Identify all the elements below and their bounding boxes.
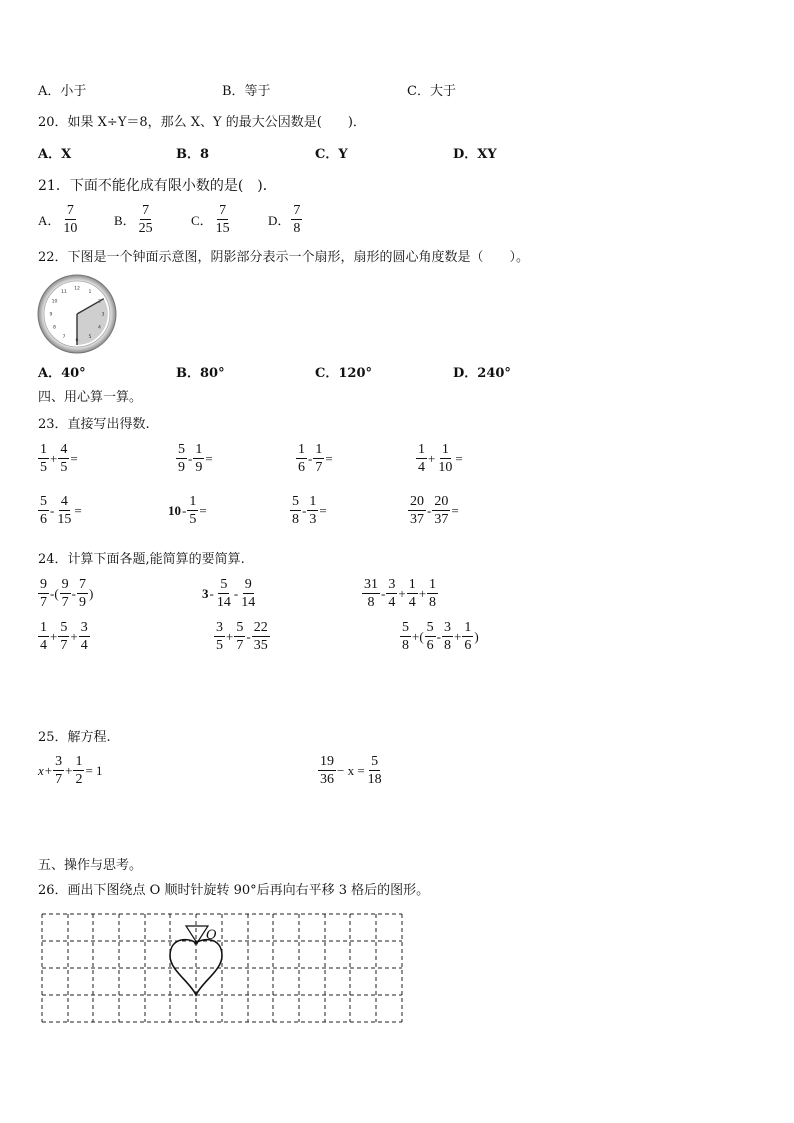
q22-option-c: C．120° bbox=[315, 366, 372, 381]
operator: -( bbox=[50, 585, 59, 601]
operator: +( bbox=[412, 628, 424, 644]
fraction bbox=[407, 577, 418, 610]
fraction bbox=[176, 442, 187, 475]
operator: ) bbox=[474, 628, 479, 644]
denominator: 5 bbox=[189, 512, 197, 527]
q20-option-b: B．8 bbox=[176, 147, 210, 162]
operator: = bbox=[70, 450, 78, 466]
q23-item-3 bbox=[296, 442, 333, 475]
q24-stem: 24．计算下面各题,能简算的要简算. bbox=[38, 552, 245, 567]
numerator: 20 bbox=[410, 494, 424, 509]
numerator: 4 bbox=[60, 442, 68, 457]
denominator: 6 bbox=[426, 638, 434, 653]
fraction bbox=[432, 494, 450, 527]
operator: - bbox=[233, 585, 239, 601]
q23-item-7 bbox=[290, 494, 327, 527]
q21-option-b bbox=[114, 203, 155, 236]
numerator: 20 bbox=[434, 494, 449, 509]
fraction bbox=[313, 442, 324, 475]
denominator: 7 bbox=[61, 595, 69, 610]
numerator: 5 bbox=[178, 442, 185, 457]
clock-diagram bbox=[37, 274, 117, 354]
numerator: 1 bbox=[441, 442, 449, 457]
fraction bbox=[425, 620, 436, 653]
numerator: 22 bbox=[253, 620, 268, 635]
q22-stem: 22．下图是一个钟面示意图，阴影部分表示一个扇形，扇形的圆心角度数是（ ）。 bbox=[38, 250, 530, 265]
option-letter: B． bbox=[114, 213, 136, 228]
clock-number: 4 bbox=[98, 325, 101, 331]
q20-stem: 20．如果 X÷Y＝8，那么 X、Y 的最大公因数是( )． bbox=[38, 115, 366, 130]
clock-number: 5 bbox=[88, 335, 92, 341]
fraction bbox=[290, 494, 301, 527]
fraction bbox=[58, 442, 69, 475]
q25-equation-2 bbox=[318, 754, 384, 787]
q19-option-a: A．小于 bbox=[38, 84, 87, 99]
numerator: 5 bbox=[371, 754, 379, 769]
section-5-heading: 五、操作与思考。 bbox=[38, 858, 143, 873]
denominator: 8 bbox=[444, 638, 452, 653]
numerator: 1 bbox=[75, 754, 83, 769]
q22-option-a: A．40° bbox=[38, 366, 86, 381]
fraction bbox=[73, 754, 84, 787]
fraction bbox=[442, 620, 453, 653]
clock-number: 10 bbox=[51, 299, 58, 305]
numerator: 5 bbox=[220, 577, 228, 592]
denominator: 8 bbox=[293, 221, 301, 236]
operator: = bbox=[319, 502, 327, 518]
fraction bbox=[38, 577, 49, 610]
operator: - bbox=[209, 585, 214, 601]
section-4-heading: 四、用心算一算。 bbox=[38, 390, 143, 405]
numerator: 1 bbox=[418, 442, 425, 457]
numerator: 3 bbox=[444, 620, 452, 635]
operator: = bbox=[455, 450, 463, 466]
numerator: 1 bbox=[195, 442, 203, 457]
operator: ) bbox=[89, 585, 94, 601]
numerator: 5 bbox=[426, 620, 434, 635]
clock-number: 1 bbox=[88, 290, 92, 296]
denominator: 8 bbox=[402, 638, 409, 653]
numerator: 5 bbox=[60, 620, 68, 635]
q19-option-c: C．大于 bbox=[407, 84, 456, 99]
operator: - bbox=[50, 502, 55, 518]
operator: − x = bbox=[337, 762, 365, 778]
denominator: 10 bbox=[63, 221, 78, 236]
clock-number: 2 bbox=[98, 299, 101, 305]
q26-stem: 26．画出下图绕点 O 顺时针旋转 90°后再向右平移 3 格后的图形。 bbox=[38, 883, 430, 898]
clock-number: 6 bbox=[75, 338, 79, 344]
operator: - bbox=[381, 585, 386, 601]
q19-option-b: B．等于 bbox=[222, 84, 271, 99]
fraction bbox=[318, 754, 336, 787]
denominator: 3 bbox=[309, 512, 317, 527]
denominator: 6 bbox=[298, 460, 305, 475]
numerator: 1 bbox=[40, 620, 47, 635]
fraction bbox=[291, 203, 302, 236]
q25-stem: 25．解方程. bbox=[38, 730, 111, 745]
denominator: 18 bbox=[367, 772, 382, 787]
q22-option-b: B．80° bbox=[176, 366, 225, 381]
q24-expr-4 bbox=[38, 620, 90, 653]
fraction bbox=[400, 620, 411, 653]
fraction bbox=[239, 577, 257, 610]
denominator: 7 bbox=[55, 772, 63, 787]
numerator: 9 bbox=[61, 577, 69, 592]
fraction bbox=[296, 442, 307, 475]
q24-expr-3 bbox=[362, 577, 438, 610]
operator: + bbox=[398, 585, 406, 601]
fraction bbox=[427, 577, 438, 610]
clock-number: 7 bbox=[62, 335, 66, 341]
q24-expr-1 bbox=[38, 577, 93, 610]
numerator: 3 bbox=[388, 577, 396, 592]
q21-option-d bbox=[268, 203, 302, 236]
numerator: 1 bbox=[429, 577, 437, 592]
clock-number: 12 bbox=[74, 286, 80, 292]
operator: = bbox=[325, 450, 333, 466]
fraction bbox=[77, 577, 88, 610]
denominator: 4 bbox=[388, 595, 396, 610]
q23-item-2 bbox=[176, 442, 213, 475]
clock-number: 11 bbox=[61, 290, 67, 296]
q20-option-d: D．XY bbox=[453, 147, 497, 162]
fraction bbox=[436, 442, 454, 475]
operator: = bbox=[205, 450, 213, 466]
fraction bbox=[416, 442, 427, 475]
fraction bbox=[366, 754, 384, 787]
operator: + bbox=[428, 450, 436, 466]
numerator: 5 bbox=[236, 620, 244, 635]
fraction bbox=[55, 494, 73, 527]
operator: - bbox=[427, 502, 432, 518]
fraction bbox=[58, 620, 69, 653]
denominator: 7 bbox=[60, 638, 68, 653]
operator: + bbox=[70, 628, 78, 644]
operator: 10 bbox=[168, 502, 181, 518]
denominator: 6 bbox=[40, 512, 47, 527]
point-o bbox=[194, 941, 198, 945]
numerator: 5 bbox=[402, 620, 409, 635]
q24-expr-6 bbox=[400, 620, 479, 653]
numerator: 4 bbox=[60, 494, 68, 509]
numerator: 9 bbox=[244, 577, 252, 592]
denominator: 6 bbox=[464, 638, 472, 653]
fraction bbox=[187, 494, 198, 527]
numerator: 1 bbox=[408, 577, 416, 592]
fraction bbox=[234, 620, 245, 653]
operator: - bbox=[246, 628, 251, 644]
point-o-label: O bbox=[206, 928, 217, 943]
q24-expr-2 bbox=[202, 577, 257, 610]
q23-item-4 bbox=[416, 442, 463, 475]
fraction bbox=[215, 577, 233, 610]
denominator: 15 bbox=[57, 512, 72, 527]
numerator: 1 bbox=[189, 494, 197, 509]
numerator: 1 bbox=[298, 442, 305, 457]
denominator: 4 bbox=[80, 638, 88, 653]
numerator: 19 bbox=[320, 754, 334, 769]
numerator: 5 bbox=[292, 494, 299, 509]
fraction bbox=[214, 620, 225, 653]
fraction bbox=[38, 494, 49, 527]
denominator: 4 bbox=[418, 460, 425, 475]
fraction bbox=[386, 577, 397, 610]
denominator: 2 bbox=[75, 772, 83, 787]
numerator: 3 bbox=[55, 754, 63, 769]
option-letter: C． bbox=[191, 213, 213, 228]
operator: + bbox=[50, 628, 58, 644]
operator: + bbox=[226, 628, 234, 644]
operator: x bbox=[38, 762, 44, 778]
denominator: 35 bbox=[253, 638, 268, 653]
operator: + bbox=[44, 762, 53, 778]
denominator: 4 bbox=[408, 595, 416, 610]
q23-item-5 bbox=[38, 494, 82, 527]
numerator: 31 bbox=[364, 577, 378, 592]
denominator: 8 bbox=[429, 595, 437, 610]
denominator: 14 bbox=[241, 595, 256, 610]
numerator: 1 bbox=[464, 620, 472, 635]
q23-item-1 bbox=[38, 442, 78, 475]
operator: - bbox=[436, 628, 442, 644]
denominator: 5 bbox=[60, 460, 68, 475]
fraction bbox=[193, 442, 204, 475]
fraction bbox=[408, 494, 426, 527]
q21-stem: 21．下面不能化成有限小数的是( )． bbox=[38, 178, 277, 194]
fraction bbox=[60, 577, 71, 610]
denominator: 37 bbox=[410, 512, 424, 527]
q26-grid-figure bbox=[40, 912, 404, 1026]
q20-option-c: C．Y bbox=[315, 147, 348, 162]
q24-expr-5 bbox=[214, 620, 270, 653]
q23-item-8 bbox=[408, 494, 459, 527]
denominator: 9 bbox=[178, 460, 185, 475]
numerator: 7 bbox=[142, 203, 150, 218]
numerator: 1 bbox=[315, 442, 323, 457]
numerator: 7 bbox=[219, 203, 227, 218]
numerator: 1 bbox=[40, 442, 47, 457]
numerator: 7 bbox=[79, 577, 87, 592]
denominator: 8 bbox=[367, 595, 375, 610]
denominator: 9 bbox=[195, 460, 203, 475]
operator: - bbox=[302, 502, 307, 518]
operator: + bbox=[418, 585, 427, 601]
fraction bbox=[137, 203, 155, 236]
dashed-grid bbox=[42, 914, 402, 1022]
operator: + bbox=[454, 628, 462, 644]
operator: 3 bbox=[202, 585, 209, 601]
denominator: 25 bbox=[138, 221, 153, 236]
fraction bbox=[214, 203, 232, 236]
denominator: 5 bbox=[40, 460, 47, 475]
operator: = bbox=[451, 502, 459, 518]
operator: - bbox=[188, 450, 193, 466]
q25-equation-1 bbox=[38, 754, 103, 787]
numerator: 1 bbox=[309, 494, 317, 509]
denominator: 4 bbox=[40, 638, 47, 653]
numerator: 5 bbox=[40, 494, 47, 509]
denominator: 8 bbox=[292, 512, 299, 527]
operator: = bbox=[199, 502, 207, 518]
clock-number: 9 bbox=[49, 312, 53, 318]
operator: - bbox=[182, 502, 187, 518]
q20-option-a: A．X bbox=[38, 147, 72, 162]
operator: + bbox=[65, 762, 73, 778]
fraction bbox=[38, 620, 49, 653]
numerator: 9 bbox=[40, 577, 47, 592]
numerator: 7 bbox=[66, 203, 74, 218]
fraction bbox=[79, 620, 90, 653]
q22-option-d: D．240° bbox=[453, 366, 511, 381]
operator: - bbox=[71, 585, 77, 601]
fraction bbox=[362, 577, 380, 610]
q21-option-c bbox=[191, 203, 232, 236]
fraction bbox=[38, 442, 49, 475]
operator: + bbox=[50, 450, 58, 466]
denominator: 15 bbox=[215, 221, 230, 236]
denominator: 7 bbox=[40, 595, 47, 610]
fraction bbox=[61, 203, 79, 236]
fraction bbox=[252, 620, 270, 653]
denominator: 36 bbox=[320, 772, 334, 787]
fraction bbox=[307, 494, 318, 527]
option-letter: A． bbox=[38, 213, 61, 228]
numerator: 7 bbox=[293, 203, 301, 218]
denominator: 37 bbox=[434, 512, 449, 527]
q21-option-a bbox=[38, 203, 79, 236]
denominator: 5 bbox=[216, 638, 223, 653]
fraction bbox=[462, 620, 473, 653]
denominator: 7 bbox=[236, 638, 244, 653]
option-letter: D． bbox=[268, 213, 291, 228]
clock-number: 3 bbox=[101, 312, 105, 318]
denominator: 9 bbox=[79, 595, 87, 610]
operator: = bbox=[74, 502, 82, 518]
denominator: 14 bbox=[216, 595, 231, 610]
q23-stem: 23．直接写出得数. bbox=[38, 417, 150, 432]
numerator: 3 bbox=[80, 620, 88, 635]
fraction bbox=[53, 754, 64, 787]
denominator: 7 bbox=[315, 460, 323, 475]
operator: - bbox=[308, 450, 313, 466]
denominator: 10 bbox=[438, 460, 453, 475]
clock-number: 8 bbox=[53, 325, 56, 331]
q23-item-6 bbox=[168, 494, 207, 527]
operator: = 1 bbox=[85, 762, 103, 778]
numerator: 3 bbox=[216, 620, 223, 635]
